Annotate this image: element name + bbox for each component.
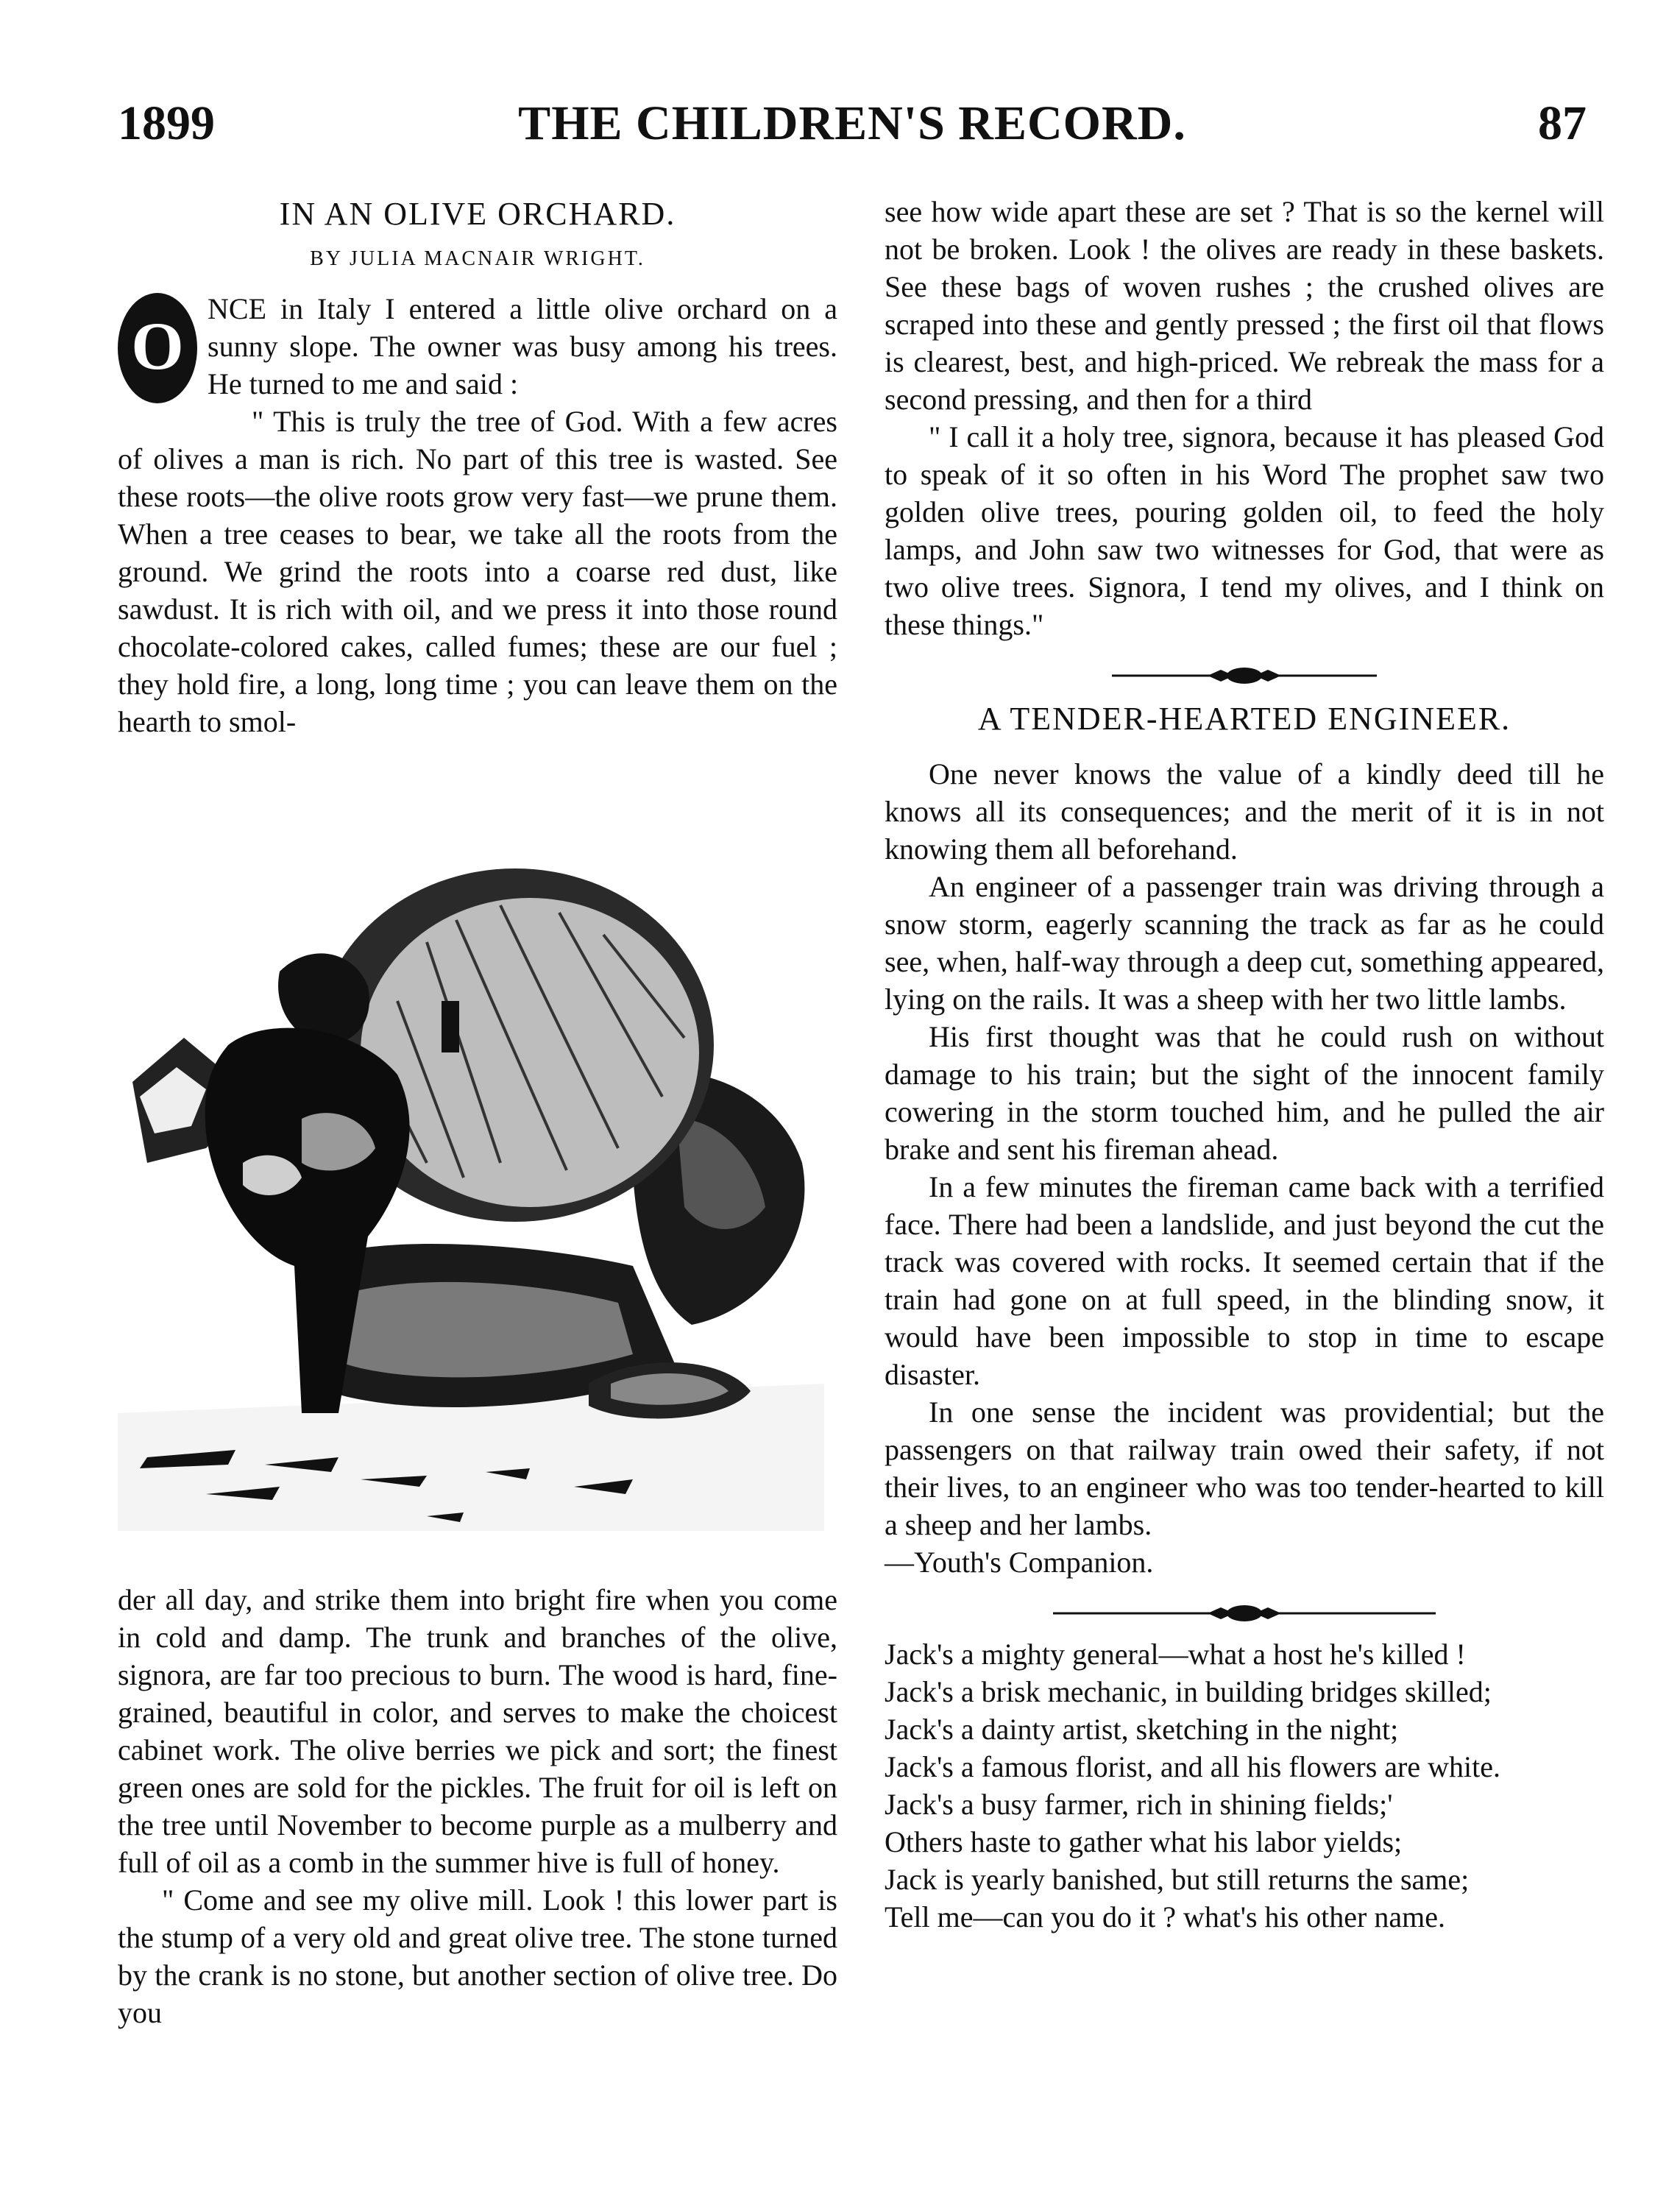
article-paragraph: " I call it a holy tree, signora, because it has pleased God to speak of it so often in his Word The prophet saw two golden olive trees, pouring golden oil, to feed the holy lamps, and John saw two witnesses for God, that were as two olive trees. Signora, I tend my olives, and I think on these things."	[885, 420, 1604, 641]
poem-line: Jack's a brisk mechanic, in building bridges skilled;	[885, 1675, 1492, 1708]
article-title-olive-orchard: IN AN OLIVE ORCHARD.	[279, 196, 676, 232]
olive-mill-engraving-icon	[118, 854, 824, 1531]
page-number: 87	[1538, 96, 1587, 150]
article-paragraph: " Come and see my olive mill. Look ! this lower part is the stump of a very old and great olive tree. The stone turned by the crank is no stone, but another section of olive tree. Do you	[118, 1883, 837, 2029]
poem-line: Jack's a busy farmer, rich in shining fields;'	[885, 1788, 1393, 1821]
dropcap-letter: O	[131, 308, 184, 383]
article-paragraph: " This is truly the tree of God. With a few acres of olives a man is rich. No part of this tree is wasted. See these roots—the olive roots grow very fast—we prune them. When a tree ceases to bear, we take all the roots from the ground. We grind the roots into a coarse red dust, like sawdust. It is rich with oil, and we press it into those round chocolate-colored cakes, called fumes; these are our fuel ; they hold fire, a long, long time ; you can leave them on the hearth to smol-	[118, 405, 837, 738]
section-divider-ornament-icon	[885, 659, 1604, 684]
left-column-lower	[118, 1581, 837, 2031]
riddle-poem	[885, 1635, 1604, 1936]
article-title-tender-hearted-engineer: A TENDER-HEARTED ENGINEER.	[977, 701, 1511, 737]
section-divider-ornament-icon	[885, 1597, 1604, 1622]
poem-line: Others haste to gather what his labor yields;	[885, 1825, 1403, 1858]
article-paragraph: In one sense the incident was providential; but the passengers on that railway train owed their safety, if not their lives, to an engineer who was too tender-hearted to kill a sheep and her lambs.	[885, 1395, 1604, 1541]
left-column-upper	[118, 193, 837, 740]
poem-line: Jack's a dainty artist, sketching in the night;	[885, 1713, 1399, 1746]
poem-line: Jack's a famous florist, and all his flowers are white.	[885, 1750, 1500, 1783]
right-column	[885, 193, 1604, 1936]
article-paragraph-continued: der all day, and strike them into bright fire when you come in cold and damp. The trunk and branches of the olive, signora, are far too precious to burn. The wood is hard, fine-grained, beautiful in color, and serves to make the choicest cabinet work. The olive berries we pick and sort; the finest green ones are sold for the pickles. The fruit for oil is left on the tree until November to become purple as a mulberry and full of oil as a comb in the summer hive is full of honey.	[118, 1583, 837, 1879]
publication-title: THE CHILDREN'S RECORD.	[518, 96, 1186, 150]
dropcap-ornament-icon	[118, 293, 197, 403]
article-paragraph: His first thought was that he could rush on without damage to his train; but the sight of the innocent family cowering in the storm touched him, and he pulled the air brake and sent his fireman ahead.	[885, 1020, 1604, 1166]
article-paragraph: In a few minutes the fireman came back with a terrified face. There had been a landslide, and just beyond the cut the track was covered with rocks. It seemed certain that if the train had gone on at full speed, in the blinding snow, it would have been impossible to stop in time to escape disaster.	[885, 1170, 1604, 1391]
page-header	[118, 96, 1587, 162]
opening-text: NCE in Italy I entered a little olive orchard on a sunny slope. The owner was busy among his trees. He turned to me and said :	[208, 292, 837, 400]
article-paragraph: An engineer of a passenger train was driving through a snow storm, eagerly scanning the track as far as he could see, when, half-way through a deep cut, something appeared, lying on the rails. It was a sheep with her two little lambs.	[885, 870, 1604, 1016]
article-source: —Youth's Companion.	[885, 1546, 1154, 1579]
article-paragraph: One never knows the value of a kindly deed till he knows all its consequences; and the merit of it is in not knowing them all beforehand.	[885, 757, 1604, 866]
header-year: 1899	[118, 96, 215, 150]
opening-paragraph	[118, 290, 837, 403]
poem-line: Tell me—can you do it ? what's his other name.	[885, 1900, 1445, 1933]
poem-line: Jack's a mighty general—what a host he's killed !	[885, 1638, 1466, 1671]
article-paragraph-continued: see how wide apart these are set ? That is so the kernel will not be broken. Look ! the olives are ready in these baskets. See these bags of woven rushes ; the crushed olives are scraped into these and gently pressed ; the first oil that flows is clearest, best, and high-priced. We rebreak the mass for a second pressing, and then for a third	[885, 195, 1604, 416]
poem-line: Jack is yearly banished, but still returns the same;	[885, 1863, 1470, 1896]
article-byline: BY JULIA MACNAIR WRIGHT.	[310, 247, 645, 270]
